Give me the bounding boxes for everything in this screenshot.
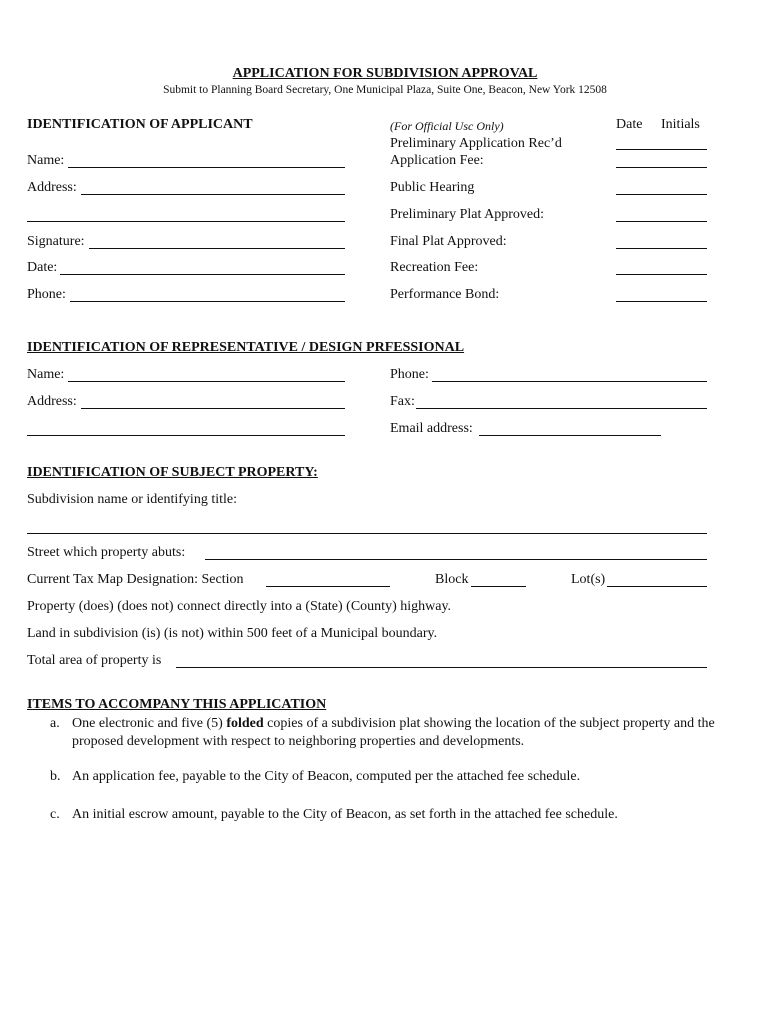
items-heading: ITEMS TO ACCOMPANY THIS APPLICATION [27, 697, 327, 712]
applicant-name-field[interactable] [68, 167, 345, 168]
representative-address-label: Address: [27, 394, 77, 409]
street-abuts-label: Street which property abuts: [27, 545, 186, 560]
list-item-emphasis: folded [226, 716, 264, 731]
list-marker: b. [50, 769, 61, 784]
list-item-text-part: copies of a subdivision plat showing the location of the subject property and the proposed development with respect to neighboring properties and developments. [72, 716, 715, 749]
form-title: APPLICATION FOR SUBDIVISION APPROVAL [232, 66, 538, 81]
representative-fax-field[interactable] [416, 408, 707, 409]
applicant-signature-field[interactable] [89, 248, 345, 249]
official-item-final-plat: Final Plat Approved: [390, 234, 507, 249]
lot-label: Lot(s) [571, 572, 606, 587]
list-item-text [72, 715, 740, 751]
official-item-performance-bond: Performance Bond: [390, 287, 500, 302]
representative-address-line2-field[interactable] [27, 435, 345, 436]
subdivision-name-field[interactable] [27, 533, 707, 534]
official-performance-bond-field[interactable] [616, 301, 707, 302]
applicant-name-label: Name: [27, 153, 65, 168]
street-abuts-field[interactable] [205, 559, 707, 560]
list-item-text: An application fee, payable to the City of Beacon, computed per the attached fee schedule. [72, 769, 581, 784]
official-item-public-hearing: Public Hearing [390, 180, 475, 195]
applicant-signature-label: Signature: [27, 234, 85, 249]
official-public-hearing-field[interactable] [616, 194, 707, 195]
applicant-heading: IDENTIFICATION OF APPLICANT [27, 117, 253, 132]
total-area-label: Total area of property is [27, 653, 162, 668]
representative-email-field[interactable] [479, 435, 661, 436]
lot-field[interactable] [607, 586, 707, 587]
official-use-note: (For Official Usc Only) [390, 119, 504, 133]
total-area-field[interactable] [176, 667, 707, 668]
representative-phone-field[interactable] [432, 381, 707, 382]
official-item-application-fee: Application Fee: [390, 153, 484, 168]
representative-phone-label: Phone: [390, 367, 429, 382]
property-heading: IDENTIFICATION OF SUBJECT PROPERTY: [27, 465, 318, 480]
representative-fax-label: Fax: [390, 394, 415, 409]
tax-map-section-label: Current Tax Map Designation: Section [27, 572, 244, 587]
applicant-phone-field[interactable] [70, 301, 345, 302]
official-preliminary-plat-field[interactable] [616, 221, 707, 222]
applicant-date-field[interactable] [60, 274, 345, 275]
list-marker: a. [50, 716, 60, 731]
list-marker: c. [50, 807, 60, 822]
official-preliminary-application-field[interactable] [616, 149, 707, 150]
official-item-recreation-fee: Recreation Fee: [390, 260, 479, 275]
block-label: Block [435, 572, 469, 587]
official-recreation-fee-field[interactable] [616, 274, 707, 275]
official-item-preliminary-application: Preliminary Application Rec’d [390, 136, 562, 151]
tax-map-section-field[interactable] [266, 586, 390, 587]
representative-address-field[interactable] [81, 408, 345, 409]
official-application-fee-field[interactable] [616, 167, 707, 168]
highway-connection-text: Property (does) (does not) connect directly into a (State) (County) highway. [27, 599, 452, 614]
applicant-address-field[interactable] [81, 194, 345, 195]
list-item-text: An initial escrow amount, payable to the City of Beacon, as set forth in the attached fee schedule. [72, 807, 618, 822]
official-final-plat-field[interactable] [616, 248, 707, 249]
applicant-address-line2-field[interactable] [27, 221, 345, 222]
official-initials-header: Initials [661, 117, 700, 132]
block-field[interactable] [471, 586, 526, 587]
representative-email-label: Email address: [390, 421, 473, 436]
applicant-phone-label: Phone: [27, 287, 66, 302]
representative-name-field[interactable] [68, 381, 345, 382]
representative-name-label: Name: [27, 367, 65, 382]
applicant-address-label: Address: [27, 180, 77, 195]
list-item-text-part: One electronic and five (5) [72, 716, 227, 731]
official-date-header: Date [616, 117, 643, 132]
subdivision-name-label: Subdivision name or identifying title: [27, 492, 237, 507]
municipal-boundary-text: Land in subdivision (is) (is not) within 500 feet of a Municipal boundary. [27, 626, 438, 641]
applicant-date-label: Date: [27, 260, 58, 275]
representative-heading: IDENTIFICATION OF REPRESENTATIVE / DESIGN PRFESSIONAL [27, 340, 465, 355]
official-item-preliminary-plat: Preliminary Plat Approved: [390, 207, 544, 222]
form-subtitle: Submit to Planning Board Secretary, One Municipal Plaza, Suite One, Beacon, New York 12508 [163, 84, 607, 96]
